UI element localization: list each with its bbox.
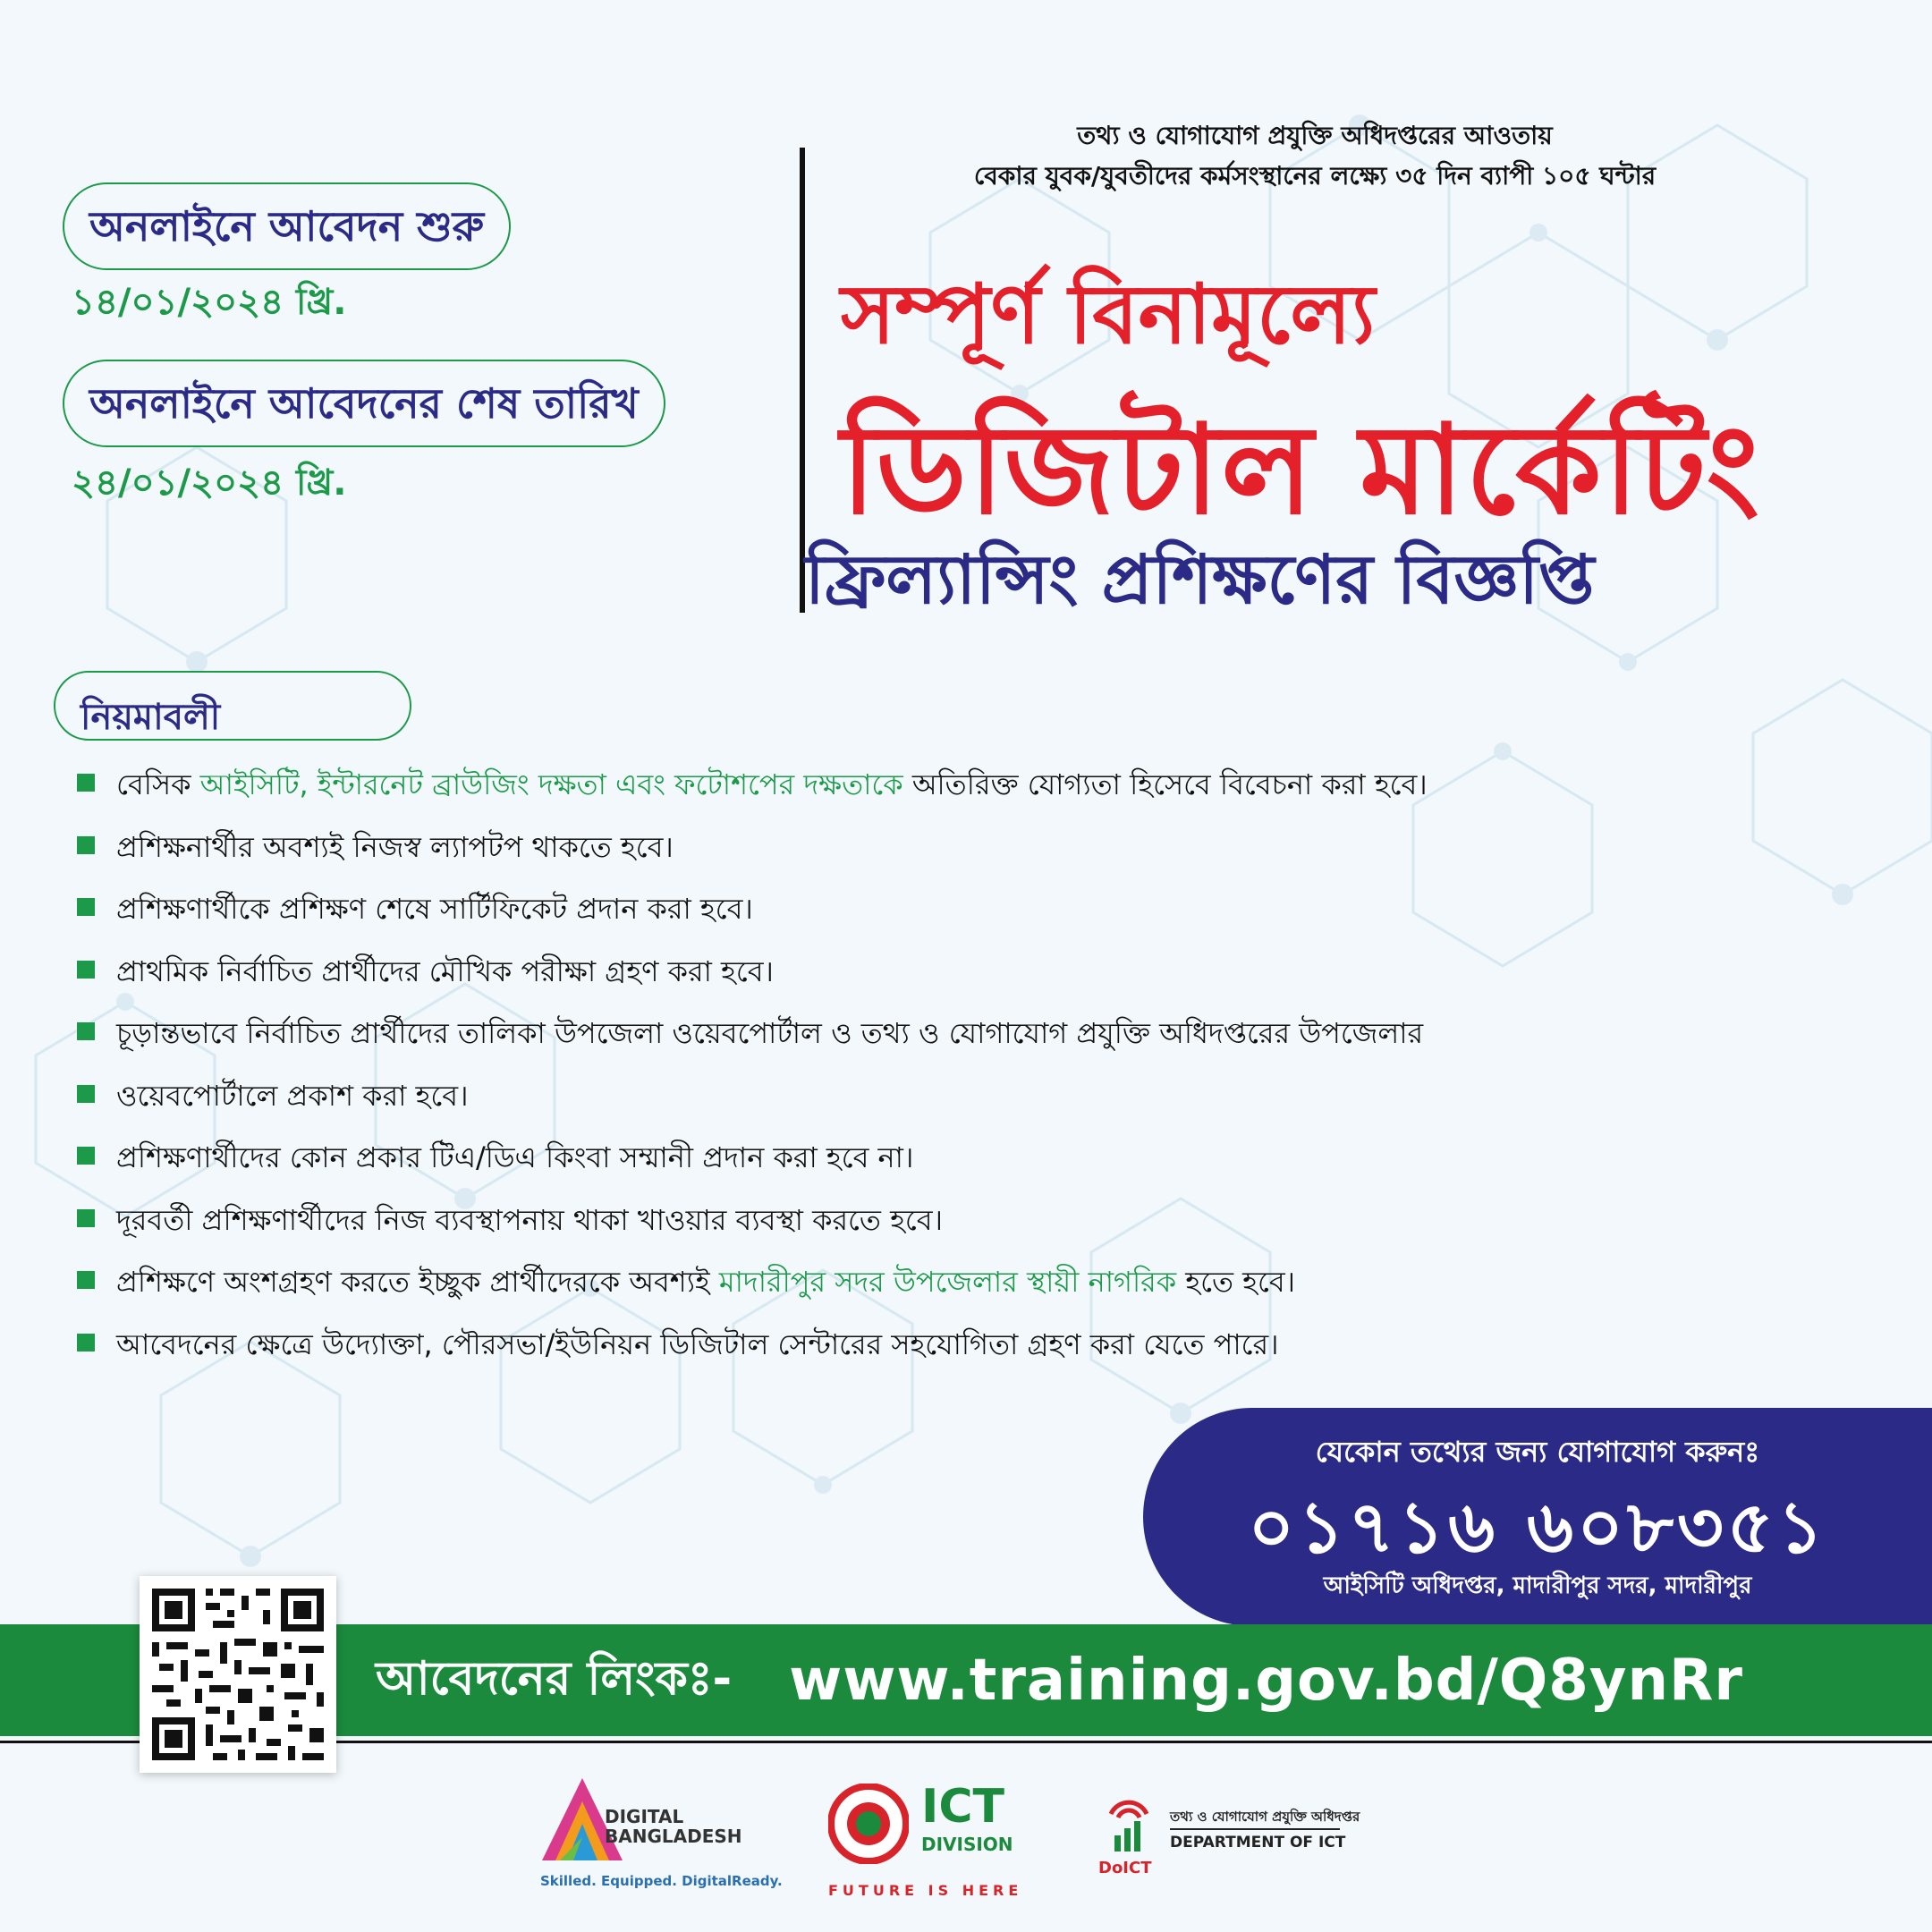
application-end-date: ২৪/০১/২০২৪ খ্রি. [72,462,347,504]
contact-label: যেকোন তথ্যের জন্য যোগাযোগ করুনঃ [1315,1435,1760,1469]
doict-abbr: DoICT [1098,1859,1152,1877]
doict-logo [1098,1784,1367,1918]
apply-link-label: আবেদনের লিংকঃ- [376,1651,733,1706]
rule-item: আবেদনের ক্ষেত্রে উদ্যোক্তা, পৌরসভা/ইউনিয়ন ডিজিটাল সেন্টারের সহযোগিতা গ্রহণ করা যেতে পারে। [73,1322,1898,1385]
ict-division-tagline: FUTURE IS HERE [828,1882,1023,1899]
bullet-square-icon [77,774,95,792]
rule-item: চূড়ান্তভাবে নির্বাচিত প্রার্থীদের তালিকা উপজেলা ওয়েবপোর্টাল ও তথ্য ও যোগাযোগ প্রযুক্তি অধিদপ্তরের উপজেলার [73,1011,1898,1073]
contact-phone: ০১৭১৬ ৬০৮৩৫১ [1248,1486,1827,1569]
digital-bangladesh-line1: DIGITAL [605,1806,684,1827]
rule-item: প্রশিক্ষনার্থীর অবশ্যই নিজস্ব ল্যাপটপ থাকতে হবে। [73,825,1898,887]
bullet-square-icon [77,1085,95,1103]
doict-name-bn: তথ্য ও যোগাযোগ প্রযুক্তি অধিদপ্তর [1170,1809,1360,1825]
rule-item: দূরবর্তী প্রশিক্ষণার্থীদের নিজ ব্যবস্থাপনায় থাকা খাওয়ার ব্যবস্থা করতে হবে। [73,1198,1898,1260]
digital-bangladesh-logo [533,1775,783,1918]
rule-item: প্রাথমিক নির্বাচিত প্রার্থীদের মৌখিক পরীক্ষা গ্রহণ করা হবে। [73,949,1898,1012]
rule-item: প্রশিক্ষণার্থীদের কোন প্রকার টিএ/ডিএ কিংবা সম্মানী প্রদান করা হবে না। [73,1135,1898,1198]
doict-divider [1170,1828,1340,1830]
bullet-square-icon [77,1147,95,1165]
rule-item: প্রশিক্ষণার্থীকে প্রশিক্ষণ শেষে সার্টিফিকেট প্রদান করা হবে। [73,886,1898,949]
qr-code-icon [140,1576,336,1773]
title-freelancing-notice: ফ্রিল্যান্সিং প্রশিক্ষণের বিজ্ঞপ্তি [805,539,1595,619]
rule-item: বেসিক আইসিটি, ইন্টারনেট ব্রাউজিং দক্ষতা এবং ফটোশপের দক্ষতাকে অতিরিক্ত যোগ্যতা হিসেবে বিবেচনা করা হবে। [73,762,1898,825]
intro-line-2: বেকার যুবক/যুবতীদের কর্মসংস্থানের লক্ষ্যে ৩৫ দিন ব্যাপী ১০৫ ঘন্টার [973,160,1657,191]
apply-link-row [376,1642,1743,1719]
application-start-label: অনলাইনে আবেদন শুরু [63,182,511,270]
doict-signal-icon [1102,1791,1156,1853]
digital-bangladesh-tagline: Skilled. Equipped. DigitalReady. [540,1873,783,1889]
qr-code[interactable] [140,1576,336,1773]
doict-name-en: DEPARTMENT OF ICT [1170,1834,1346,1852]
rule-item: ওয়েবপোর্টালে প্রকাশ করা হবে। [73,1073,1898,1136]
application-start-date: ১৪/০১/২০২৪ খ্রি. [72,282,347,323]
title-digital-marketing: ডিজিটাল মার্কেটিং [841,398,1761,542]
intro-line-1: তথ্য ও যোগাযোগ প্রযুক্তি অধিদপ্তরের আওতায় [1077,121,1553,150]
bullet-square-icon [77,836,95,854]
bullet-square-icon [77,898,95,916]
application-end-label: অনলাইনে আবেদনের শেষ তারিখ [63,360,665,447]
rules-list [73,762,1898,1384]
bullet-square-icon [77,961,95,979]
bullet-square-icon [77,1271,95,1289]
ict-division-line1: ICT [921,1780,1004,1834]
contact-box [1143,1408,1932,1626]
contact-address: আইসিটি অধিদপ্তর, মাদারীপুর সদর, মাদারীপুর [1323,1572,1752,1599]
title-free: সম্পূর্ণ বিনামূল্যে [841,267,1376,362]
bullet-square-icon [77,1334,95,1352]
rules-heading: নিয়মাবলী [54,671,411,741]
bullet-square-icon [77,1022,95,1040]
ict-division-line2: DIVISION [921,1834,1013,1855]
bullet-square-icon [77,1209,95,1227]
intro-text [832,116,1798,197]
ict-division-logo [828,1780,1052,1918]
rule-item: প্রশিক্ষণে অংশগ্রহণ করতে ইচ্ছুক প্রার্থীদেরকে অবশ্যই মাদারীপুর সদর উপজেলার স্থায়ী নাগরিক হতে হবে। [73,1259,1898,1322]
digital-bangladesh-line2: BANGLADESH [605,1826,742,1847]
ict-division-emblem-icon [828,1784,909,1864]
apply-link-url[interactable]: www.training.gov.bd/Q8ynRr [789,1648,1743,1714]
